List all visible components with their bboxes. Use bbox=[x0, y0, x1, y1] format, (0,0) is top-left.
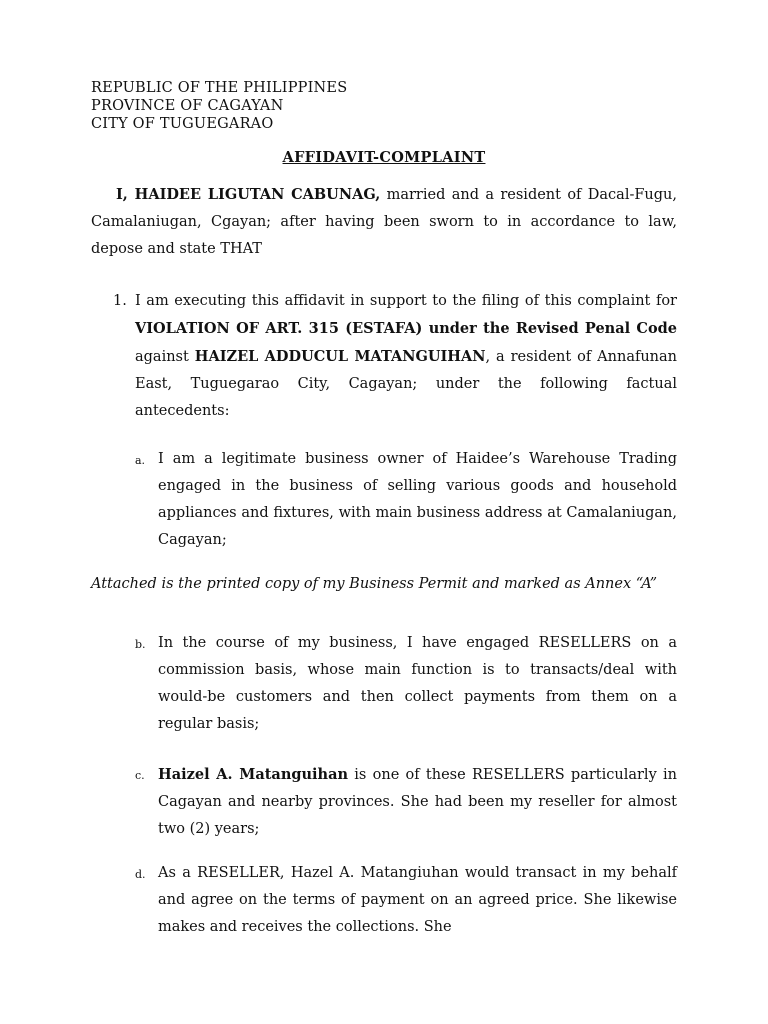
intro-text: married and a resident of Dacal-Fugu, Camalaniugan, Cgayan; after having been sworn to in accordance to law, depose and state THAT bbox=[91, 187, 677, 257]
sub-c-label: c. bbox=[135, 769, 145, 782]
sub-b-label: b. bbox=[135, 638, 146, 651]
sub-c-text: is one of these RESELLERS particularly in Cagayan and nearby provinces. She had been my reseller for almost two (2) years; bbox=[158, 767, 677, 837]
sub-c-name: Haizel A. Matanguihan bbox=[158, 766, 349, 783]
annex-note: Attached is the printed copy of my Business Permit and marked as Annex “A” bbox=[91, 576, 658, 592]
document-title: AFFIDAVIT-COMPLAINT bbox=[282, 149, 486, 166]
sub-a-paragraph: I am a legitimate business owner of Haidee’s Warehouse Trading engaged in the business of selling various goods and household appliances and fixtures, with main business address at Camalaniugan, Cagayan; bbox=[158, 451, 677, 548]
header-republic: REPUBLIC OF THE PHILIPPINES bbox=[91, 80, 348, 96]
item-1-paragraph bbox=[135, 288, 677, 425]
item-1-text-a: I am executing this affidavit in support to the filing of this complaint for bbox=[135, 293, 677, 309]
item-1-text-c: , a resident of Annafunan East, Tuguegarao City, Cagayan; under the following factual antecedents: bbox=[135, 349, 677, 419]
sub-c-paragraph bbox=[158, 761, 677, 843]
sub-b-paragraph: In the course of my business, I have engaged RESELLERS on a commission basis, whose main function is to transacts/deal with would-be customers and then collect payments from them on a regular basis; bbox=[158, 635, 677, 732]
header-province: PROVINCE OF CAGAYAN bbox=[91, 98, 284, 114]
item-1-respondent: HAIZEL ADDUCUL MATANGUIHAN bbox=[194, 348, 486, 365]
intro-paragraph bbox=[91, 181, 677, 263]
sub-d-label: d. bbox=[135, 868, 146, 881]
sub-a-label: a. bbox=[135, 454, 146, 467]
item-1-charge: VIOLATION OF ART. 315 (ESTAFA) under the Revised Penal Code bbox=[135, 320, 677, 337]
item-1-number: 1. bbox=[113, 293, 127, 309]
header-city: CITY OF TUGUEGARAO bbox=[91, 116, 274, 132]
item-1-text-b: against bbox=[135, 349, 195, 365]
affiant-name: I, HAIDEE LIGUTAN CABUNAG, bbox=[116, 186, 381, 203]
sub-d-paragraph: As a RESELLER, Hazel A. Matangiuhan would transact in my behalf and agree on the terms of payment on an agreed price. She likewise makes and receives the collections. She bbox=[158, 865, 677, 935]
